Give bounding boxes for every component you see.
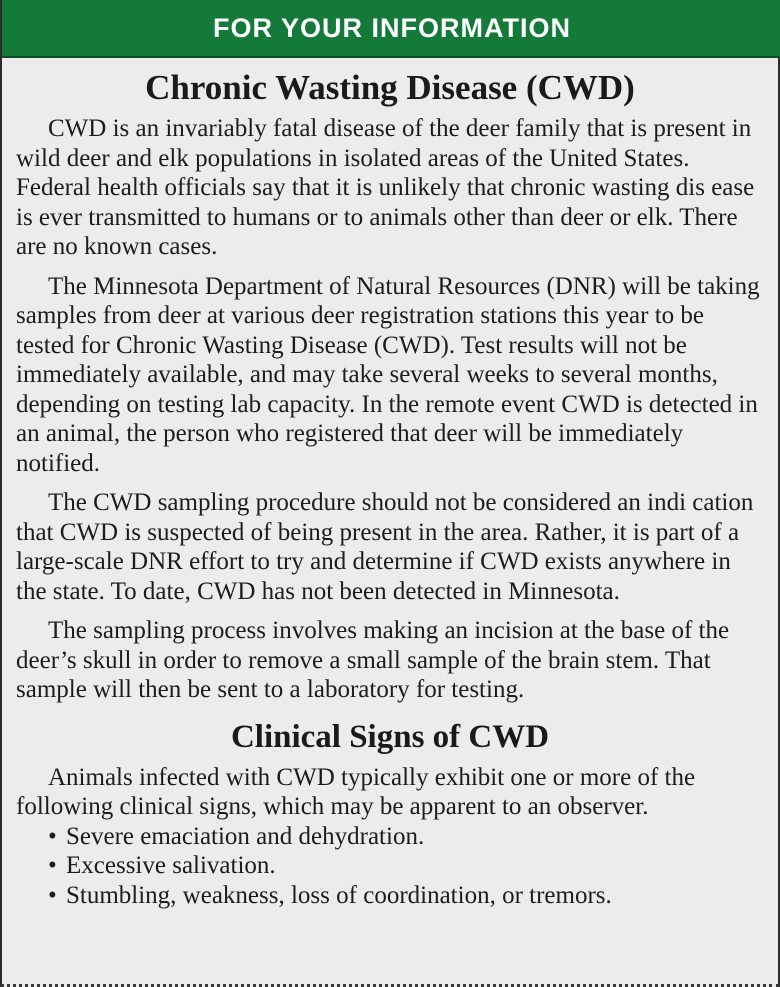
bullet-icon: • <box>48 822 57 850</box>
section-heading-clinical-signs: Clinical Signs of CWD <box>230 718 550 755</box>
header-bar <box>2 0 780 58</box>
paragraph-intro: CWD is an invariably fatal disease of the deer family that is present in wild deer and elk populations in isolated areas of the United States. Federal health officials say that it is unlikely that chronic wasting dis ease is ever transmitted to humans or to animals other than deer or elk. There are no known cases. <box>16 115 755 260</box>
list-item <box>48 851 764 881</box>
bullet-icon: • <box>48 852 57 879</box>
paragraph-process: The sampling process involves making an incision at the base of the deer’s skull in order to remove a small sample of the brain stem. That sample will then be sent to a laboratory for testing. <box>16 617 730 703</box>
paragraph-procedure: The CWD sampling procedure should not be considered an indi cation that CWD is suspected of being present in the area. Rather, it is part of a large-scale DNR effort to try and determine if CWD exists anywhere in the state. To date, CWD has not been detected in Minnesota. <box>16 489 754 605</box>
list-item <box>48 881 764 911</box>
list-item-text: Stumbling, weakness, loss of coordination, or tremors. <box>66 881 612 909</box>
list-item-text: Severe emaciation and dehydration. <box>66 822 425 850</box>
list-item-text: Excessive salivation. <box>66 852 276 879</box>
article-body <box>16 62 764 972</box>
bullet-icon: • <box>48 881 57 909</box>
clinical-signs-list <box>16 822 764 911</box>
paragraph-dnr-sampling: The Minnesota Department of Natural Resources (DNR) will be taking samples from deer at various deer registration stations this year to be tested for Chronic Wasting Disease (CWD). Test results will not be immediately available, and may take several weeks to several months, depending on testing lab capacity. In the remote event CWD is detected in an animal, the person who registered that deer will be immediately notified. <box>16 272 760 477</box>
article-title: Chronic Wasting Disease (CWD) <box>145 68 635 107</box>
header-label: FOR YOUR INFORMATION <box>213 12 571 43</box>
paragraph-signs-intro: Animals infected with CWD typically exhibit one or more of the following clinical signs, which may be apparent to an observer. <box>16 763 696 820</box>
list-item <box>48 822 764 852</box>
